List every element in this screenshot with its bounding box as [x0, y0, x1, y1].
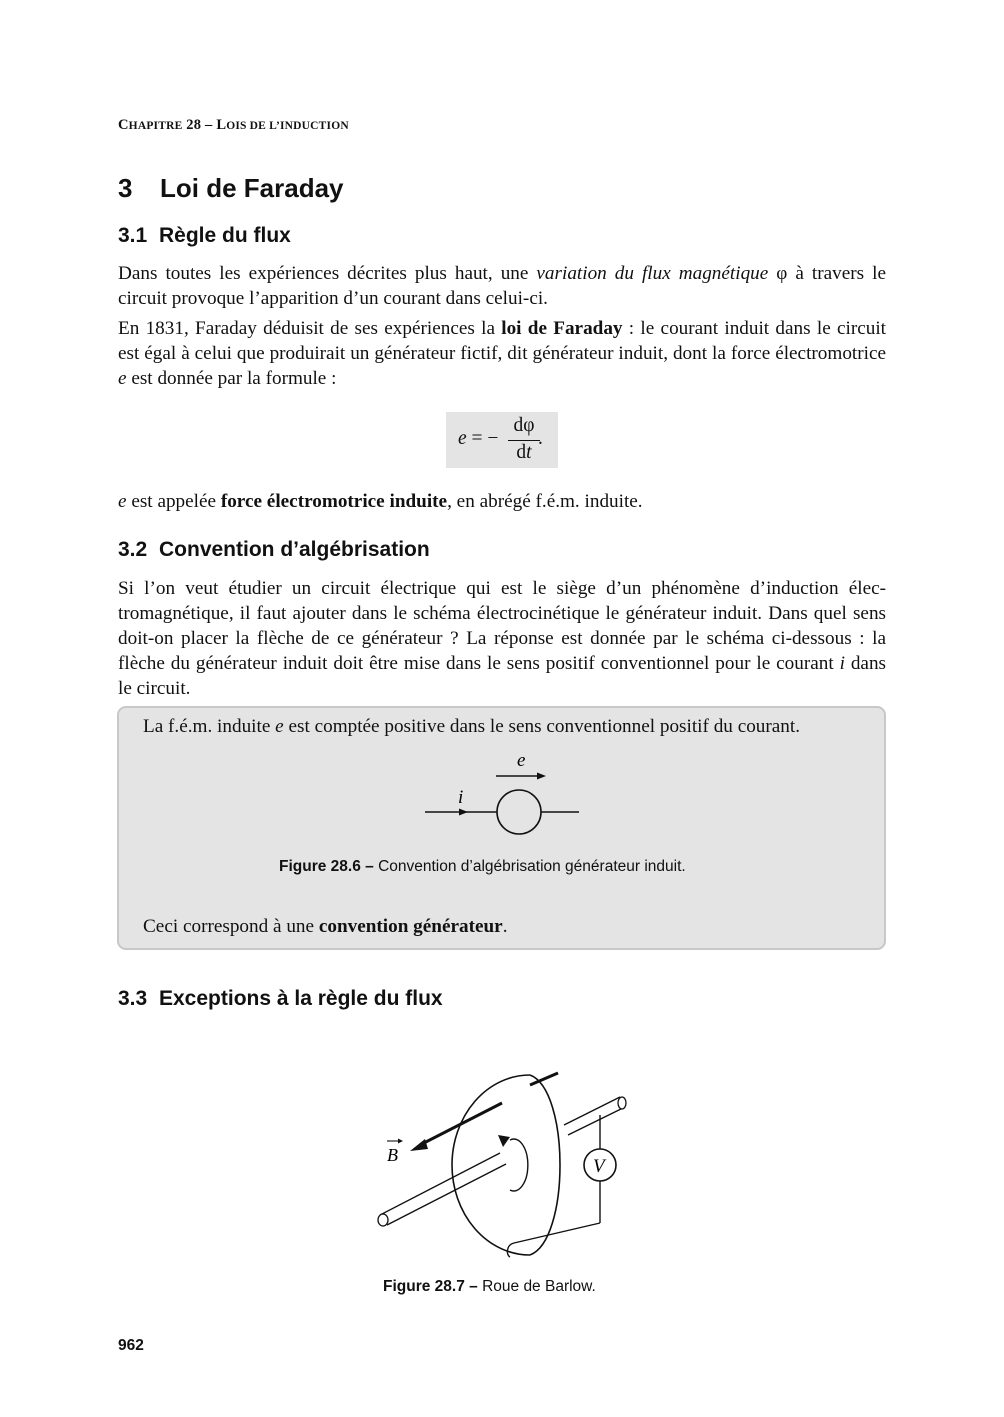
paragraph-flux-variation: Dans toutes les expériences décrites plus haut, une variation du flux magnétique φ à travers le circuit provoque l’apparition d’un courant dans celui-ci. [118, 263, 886, 309]
formula-period: . [538, 428, 543, 449]
field-arrowhead [410, 1139, 428, 1151]
subsection-heading-3-1 [118, 224, 291, 248]
section-number: 3 [118, 173, 133, 203]
formula-equals: = − [466, 428, 499, 449]
subsection-heading-3-2 [118, 538, 430, 562]
subsection-title: Exceptions à la règle du flux [159, 987, 443, 1010]
arrowhead-e [537, 773, 546, 780]
generator-circle [497, 790, 541, 834]
subsection-title: Règle du flux [159, 224, 291, 247]
axle-top [380, 1153, 500, 1215]
brush-contact [507, 1243, 514, 1257]
label-B: B [387, 1145, 398, 1165]
formula-fraction [508, 415, 540, 464]
running-head-number: 28 – [186, 117, 213, 133]
figure-label: Figure 28.7 [383, 1278, 465, 1295]
paragraph-convention: Si l’on veut étudier un circuit électrique qui est le siège d’un phénomène d’induction élec-tromagnétique, il faut ajouter dans le schéma électrocinétique le générateur induit. Dans quel sens doit-on placer la flèche de ce générateur ? La réponse est donnée par le schéma ci-dessous : la flèche du générateur induit doit être mise dans le sens positif conventionnel pour le courant i dans le circuit. [118, 578, 886, 699]
paragraph-faraday-law: En 1831, Faraday déduisit de ses expériences la loi de Faraday : le courant induit dans le circuit est égal à celui que produirait un générateur fictif, dit générateur induit, dont la force électromotrice e est donnée par la formule : [118, 318, 887, 389]
axle-bottom [387, 1164, 506, 1225]
subsection-title: Convention d’algébrisation [159, 538, 430, 561]
section-title: Loi de Faraday [160, 173, 344, 203]
running-head-chapter: HAPITRE [128, 120, 183, 132]
strong-emf: force électromotrice induite [220, 491, 448, 512]
field-line-top [530, 1073, 558, 1085]
rotation-arrow [510, 1139, 528, 1191]
rail-end [618, 1097, 626, 1109]
axle-end [378, 1214, 388, 1226]
label-i: i [458, 787, 464, 808]
rail-bottom [568, 1108, 623, 1135]
rail-top [564, 1097, 620, 1125]
paragraph-emf-definition: e est appelée force électromotrice induite, en abrégé f.é.m. induite. [118, 491, 643, 512]
strong-faraday-law: loi de Faraday [501, 318, 623, 339]
fraction-bar [508, 440, 540, 441]
figure-text: Convention d’algébrisation générateur induit. [378, 858, 686, 875]
running-head-title: OIS DE L’INDUCTION [226, 120, 349, 132]
section-heading [118, 173, 344, 204]
figure-28-6-caption: Figure 28.6 – Convention d’algébrisation générateur induit. [279, 858, 686, 875]
figure-text: Roue de Barlow. [482, 1278, 596, 1295]
subsection-number: 3.3 [118, 987, 148, 1010]
subsection-number: 3.2 [118, 538, 148, 561]
field-arrow [420, 1103, 502, 1145]
label-V: V [593, 1156, 605, 1177]
convention-box [117, 706, 886, 950]
rotation-arrowhead [498, 1135, 510, 1147]
barlow-wheel-figure [370, 1065, 670, 1265]
formula-lhs: e [458, 428, 467, 449]
label-e: e [517, 750, 526, 771]
subsection-heading-3-3 [118, 987, 443, 1011]
figure-28-7-caption: Figure 28.7 – Roue de Barlow. [383, 1278, 596, 1295]
formula-numerator: dφ [513, 415, 535, 436]
emphasis-flux: variation du flux magnétique [536, 263, 769, 284]
brush-wire [514, 1223, 600, 1243]
subsection-number: 3.1 [118, 224, 148, 247]
running-head-initial: C [118, 117, 129, 133]
vector-arrowhead [398, 1139, 403, 1144]
box-conclusion: Ceci correspond à une convention générateur. [143, 916, 508, 937]
box-statement: La f.é.m. induite e est comptée positive dans le sens conventionnel positif du courant. [143, 716, 801, 737]
page-number: 962 [118, 1337, 144, 1354]
running-head-title-initial: L [216, 117, 227, 133]
arrowhead-i [459, 809, 468, 816]
formula-denominator: dt [516, 442, 532, 463]
strong-generator-convention: convention générateur [318, 916, 503, 937]
running-head [118, 117, 349, 134]
faraday-formula [446, 412, 558, 468]
figure-label: Figure 28.6 [279, 858, 361, 875]
wheel-rim [452, 1075, 530, 1255]
wheel-edge [530, 1075, 560, 1255]
